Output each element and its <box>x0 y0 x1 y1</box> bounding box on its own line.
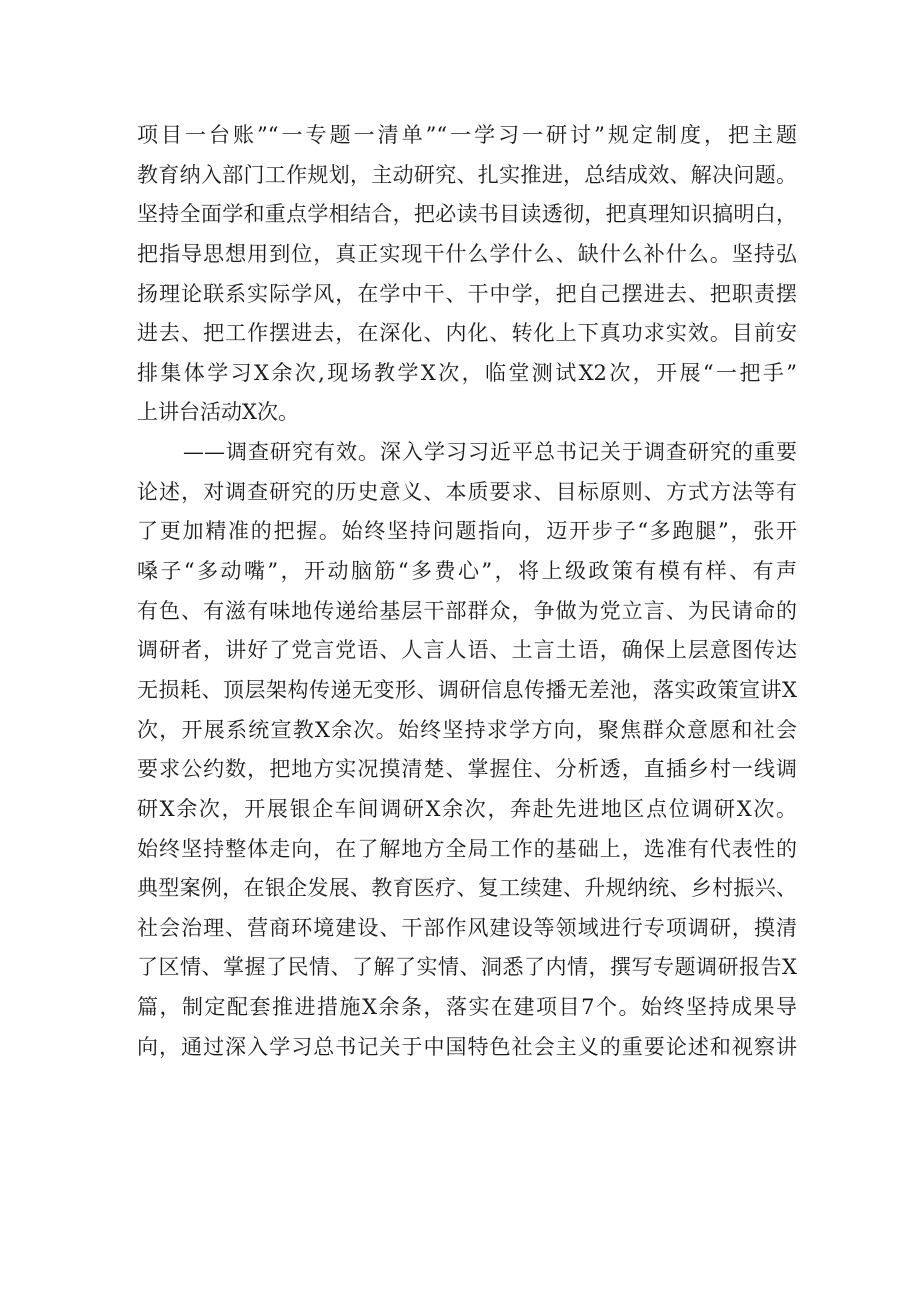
text-line: 排集体学习X余次,现场教学X次，临堂测试X2次，开展“一把手” <box>137 360 797 385</box>
text-line: 篇，制定配套推进措施X余条，落实在建项目7个。始终坚持成果导 <box>137 995 797 1020</box>
text-line: 研X余次，开展银企车间调研X余次，奔赴先进地区点位调研X次。 <box>137 796 797 821</box>
text-line: 进去、把工作摆进去，在深化、内化、转化上下真功求实效。目前安 <box>137 321 797 346</box>
text-line: 有色、有滋有味地传递给基层干部群众，争做为党立言、为民请命的 <box>137 598 797 623</box>
text-line: 无损耗、顶层架构传递无变形、调研信息传播无差池，落实政策宣讲X <box>137 677 797 702</box>
text-line: 坚持全面学和重点学相结合，把必读书目读透彻，把真理知识搞明白， <box>137 202 797 227</box>
text-line: 了区情、掌握了民情、了解了实情、洞悉了内情，撰写专题调研报告X <box>137 955 797 980</box>
text-line: 次，开展系统宣教X余次。始终坚持求学方向，聚焦群众意愿和社会 <box>137 717 797 742</box>
text-line: 项目一台账”“一专题一清单”“一学习一研讨”规定制度，把主题 <box>137 123 797 147</box>
text-line: 了更加精准的把握。始终坚持问题指向，迈开步子“多跑腿”，张开 <box>137 519 797 544</box>
text-line: 社会治理、营商环境建设、干部作风建设等领域进行专项调研，摸清 <box>137 915 797 940</box>
text-line: 调研者，讲好了党言党语、人言人语、土言土语，确保上层意图传达 <box>137 638 797 663</box>
text-line: 把指导思想用到位，真正实现干什么学什么、缺什么补什么。坚持弘 <box>137 241 797 266</box>
text-line: 典型案例，在银企发展、教育医疗、复工续建、升规纳统、乡村振兴、 <box>137 876 797 901</box>
text-line: 要求公约数，把地方实况摸清楚、掌握住、分析透，直插乡村一线调 <box>137 757 797 782</box>
text-line: 嗓子“多动嘴”，开动脑筋“多费心”，将上级政策有模有样、有声 <box>137 559 797 584</box>
section-heading-line: ——调查研究有效。深入学习习近平总书记关于调查研究的重要 <box>183 440 797 465</box>
text-line: 上讲台活动X次。 <box>137 400 299 425</box>
text-line: 教育纳入部门工作规划，主动研究、扎实推进，总结成效、解决问题。 <box>137 162 797 187</box>
text-line: 始终坚持整体走向，在了解地方全局工作的基础上，选准有代表性的 <box>137 836 797 861</box>
text-line: 论述，对调查研究的历史意义、本质要求、目标原则、方式方法等有 <box>137 479 797 504</box>
text-line: 向，通过深入学习总书记关于中国特色社会主义的重要论述和视察讲 <box>137 1034 797 1059</box>
text-line: 扬理论联系实际学风，在学中干、干中学，把自己摆进去、把职责摆 <box>137 281 797 306</box>
body-text <box>137 116 797 1067</box>
